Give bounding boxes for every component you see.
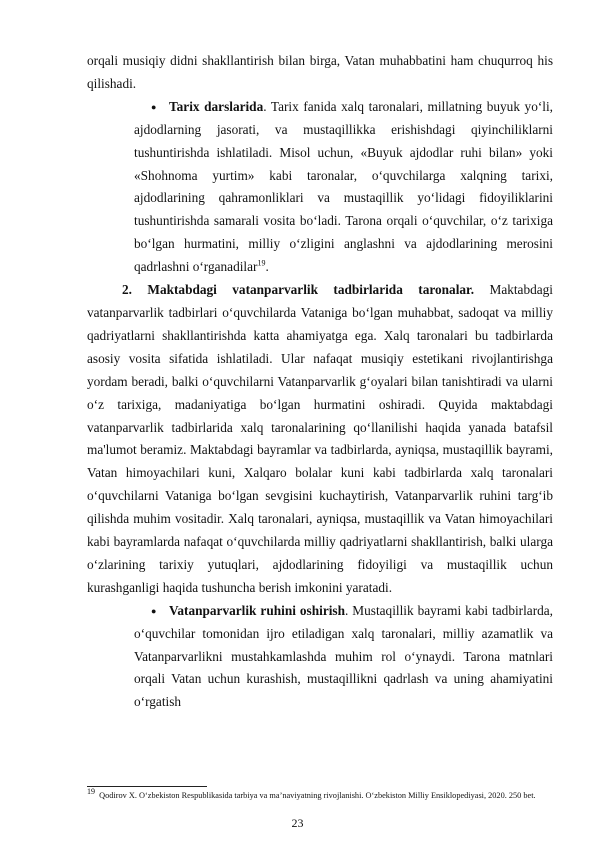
bullet-patriotism: [87, 600, 553, 715]
bullet-icon: ●: [151, 605, 157, 616]
section-text: Maktabdagi vatanparvarlik tadbirlari o‘quvchilarda Vataniga bo‘lgan muhabbat, sadoqat va milliy qadriyatlarni shakllantirishda katta ahamiyatga ega. Xalq taronalari bu tadbirlarda asosiy vosita sifatida ishlatiladi. Ular nafaqat musiqiy estetikani rivojlantirishga yordam beradi, balki o‘quvchilarni Vatanparvarlik g‘oyalari bilan tanishtiradi va ularni o‘z tarixiga, madaniyatiga bo‘lgan hurmatini oshiradi. Quyida maktabdagi vatanparvarlik tadbirlarida xalq taronalarining qo‘llanilishi haqida yanada batafsil ma'lumot beramiz. Maktabdagi bayramlar va tadbirlarda, ayniqsa, mustaqillik bayrami, Vatan himoyachilari kuni, Xalqaro bolalar kuni kabi tadbirlarda xalq taronalari o‘quvchilarni Vataniga bo‘lgan sevgisini kuchaytirish, Vatanparvarlik ruhini targ‘ib qilishda muhim vositadir. Xalq taronalari, ayniqsa, mustaqillik va Vatan himoyachilari kabi bayramlarda nafaqat o‘quvchilarda milliy qadriyatlarni shakllantirish, balki ularga o‘zlarining tarixiy yutuqlari, ajdodlarining fidoyiligi va mustaqillik uchun kurashganligi haqida tushuncha berish imkonini yaratadi.: [87, 282, 554, 595]
footnote-number: 19: [87, 787, 95, 797]
bullet-history-lessons: ● Tarix darslarida. Tarix fanida xalq taronalari, millatning buyuk yo‘li, ajdodlarning jasorati, va mustaqillikka erishishdagi qiyinchiliklarni tushuntirishda ishlatiladi. Misol uchun, «Buyuk ajdodlar ruhi bilan» yoki «Shohnoma yurtim» kabi taronalar, o‘quvchilarga xalqning tarixi, ajdodlarining qahramonliklari va mustaqillik yo‘lidagi fidoyiliklarini tushuntirishda samarali vosita bo‘ladi. Tarona orqali o‘quvchilar, o‘z tarixiga bo‘lgan hurmatini, milliy o‘zligini anglashni va ajdodlarining merosini qadrlashni o‘rganadilar$^{19}$.: [87, 96, 553, 279]
bullet-icon: ●: [151, 101, 157, 112]
footnote-text: Qodirov X. O‘zbekiston Respublikasida tarbiya va ma’naviyatning rivojlanishi. O‘zbekiston Milliy Ensiklopediyasi, 2020. 250 bet.: [99, 791, 536, 800]
section-heading: 2. Maktabdagi vatanparvarlik tadbirlarida taronalar.: [122, 282, 475, 298]
footnote: [87, 787, 553, 801]
paragraph-continuation: orqali musiqiy didni shakllantirish bilan birga, Vatan muhabbatini ham chuqurroq his qilishadi.: [87, 53, 553, 91]
bullet-title: Tarix darslarida: [169, 98, 264, 114]
body-text: [87, 50, 553, 714]
bullet-text: . Mustaqillik bayrami kabi tadbirlarda, o‘quvchilar tomonidan ijro etiladigan xalq taronalari, milliy azamatlik va Vatanparvarlikni mustahkamlashda muhim rol o‘ynaydi. Tarona matnlari orqali Vatan uchun kurashish, mustaqillikni qadrlash va uning ahamiyatini o‘rgatish: [134, 602, 553, 710]
footnote-ref[interactable]: 19: [257, 258, 266, 268]
bullet-title: Vatanparvarlik ruhini oshirish: [169, 602, 345, 618]
footnote-divider: [87, 786, 207, 787]
page-number: 23: [291, 816, 304, 830]
bullet-text: . Tarix fanida xalq taronalari, millatning buyuk yo‘li, ajdodlarning jasorati, va mustaqillikka erishishdagi qiyinchiliklarni tushuntirishda ishlatiladi. Misol uchun, «Buyuk ajdodlar ruhi bilan» yoki «Shohnoma yurtim» kabi taronalar, o‘quvchilarga xalqning tarixi, ajdodlarining qahramonliklari va mustaqillik yo‘lidagi fidoyiliklarini tushuntirishda samarali vosita bo‘ladi. Tarona orqali o‘quvchilar, o‘z tarixiga bo‘lgan hurmatini, milliy o‘zligini anglashni va ajdodlarining merosini qadrlashni o‘rganadilar: [134, 98, 553, 275]
section-paragraph: [87, 279, 553, 600]
